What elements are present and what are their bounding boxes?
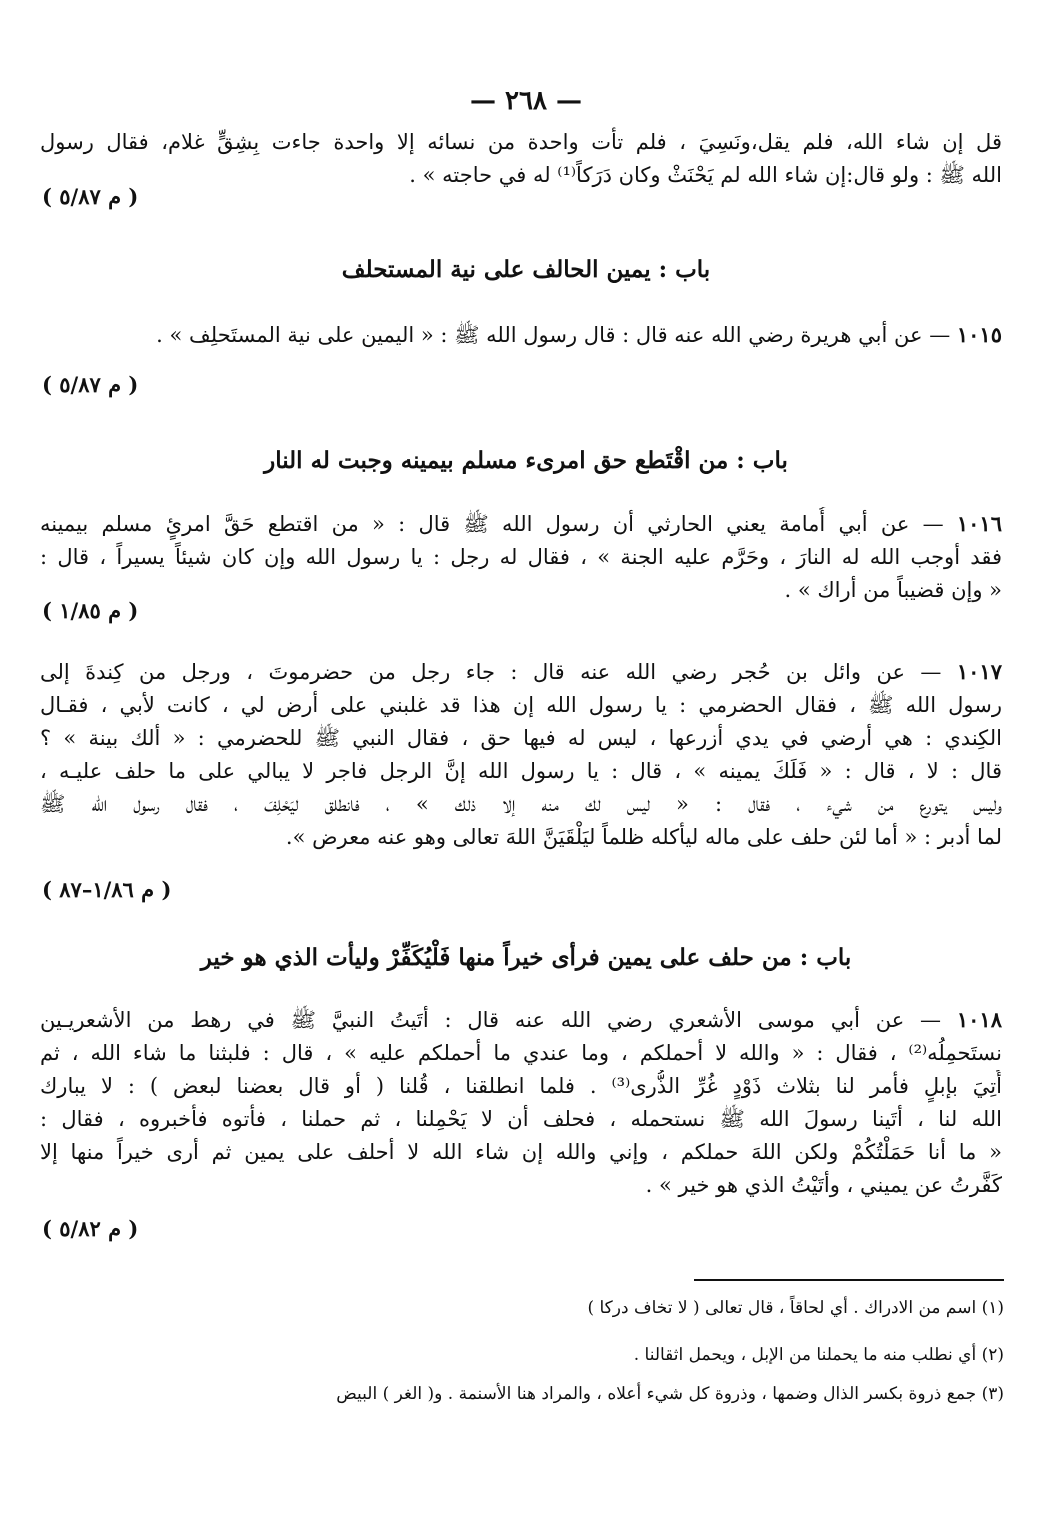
text-line: الله ﷺ : ولو قال:إن شاء الله لم يَحْنَثْ وكان دَرَكاً⁽¹⁾ له في حاجته » . [409,163,1002,187]
reference-citation: ( م ٥/٨٢ ) [42,1216,139,1241]
hadith-1015 [40,318,1002,352]
hadith-number: ١٠١٥ [956,322,1002,347]
footnote-1: (١) اسم من الادراك . أي لحاقاً ، قال تعالى ( لا تخاف دركا ) [587,1298,1004,1318]
hadith-text: — عن أبي هريرة رضي الله عنه قال : قال رسول الله ﷺ : « اليمين على نية المستَحلِف » . [156,323,951,347]
text-line: لما أدبر : « أما لئن حلف على ماله ليأكله ظلماً ليَلْقَيَنَّ اللهَ تعالى وهو عنه معرض ». [285,825,1002,849]
hadith-1016 [40,507,1002,607]
text-line [40,318,1002,352]
text-line: قل إن شاء الله، فلم يقل،ونَسِيَ ، فلم تأت واحدة من نسائه إلا واحدة جاءت بِشِقٍّ غلام، فقال رسول [40,130,1002,154]
text-line: « وإن قضيباً من أراك » . [784,578,1002,602]
text-line: قال : لا ، قال : « فَلَكَ يمينه » ، قال : يا رسول الله إنَّ الرجل فاجر لا يبالي على ما حلف عليـه ، [40,759,1002,783]
hadith-text: — عن وائل بن حُجر رضي الله عنه قال : جاء رجل من حضرموتَ ، ورجل من كِندةَ إلى [40,660,942,684]
reference-citation: ( م ٥/٨٧ ) [42,184,139,209]
footnote-3: (٣) جمع ذروة بكسر الذال وضمها ، وذروة كل شيء أعلاه ، والمراد هنا الأسنمة . و( الغر ) البيض [336,1384,1004,1404]
text-line: الكِندي : هي أرضي في يدي أزرعها ، ليس له فيها حق ، فقال النبي ﷺ للحضرمي : « ألك بينة » ؟ [40,726,1002,750]
hadith-number: ١٠١٦ [956,511,1002,536]
chapter-heading: باب : يمين الحالف على نية المستحلف [341,256,711,283]
chapter-heading: باب : من اقْتَطع حق امرىء مسلم بيمينه وجبت له النار [264,447,788,474]
hadith-number: ١٠١٨ [956,1007,1002,1032]
hadith-1017 [40,655,1002,854]
hadith-text: — عن أبي أُمامة يعني الحارثي أن رسول الله ﷺ قال : « من اقتطع حَقَّ امرئٍ مسلم بيمينه [40,512,944,536]
intro-paragraph [40,126,1002,192]
text-line: رسول الله ﷺ ، فقال الحضرمي : يا رسول الله إن هذا قد غلبني على أرض لي ، كانت لأبي ، فقـال [40,693,1002,717]
text-line [40,655,1002,689]
footnote-divider [694,1279,1004,1281]
text-line: وليس يتورع من شيء ، فقال : « ليس لك منه إلا ذلك » ، فانطلق ليَحْلِفَ ، فقال رسول الله ﷺ [40,792,1002,816]
reference-citation: ( م ١/٨٦–٨٧ ) [42,877,172,902]
page-number: — ٢٦٨ — [469,86,583,116]
footnote-2: (٢) أي نطلب منه ما يحملنا من الإبل ، ويحمل اثقالنا . [633,1345,1004,1365]
text-line [40,507,1002,541]
text-line: أُتِيَ بإبلٍ فأمر لنا بثلاث ذَوْدٍ غُرِّ الذُّرى⁽³⁾ . فلما انطلقنا ، قُلنا ( أو قال بعضنا لبعض ) : لا يبارك [40,1074,1002,1098]
text-line: الله لنا ، أتَينا رسولَ الله ﷺ نستحمله ، فحلف أن لا يَحْمِلنا ، ثم حملنا ، فأتوه فأخبروه ، فقال : [40,1107,1002,1131]
reference-citation: ( م ٥/٨٧ ) [42,372,139,397]
hadith-1018 [40,1003,1002,1202]
text-line: نستَحمِلُه⁽²⁾ ، فقال : « والله لا أحملكم ، وما عندي ما أحملكم عليه » ، قال : فلبثنا ما شاء الله ، ثم [40,1041,1002,1065]
text-line: فقد أوجب الله له النارَ ، وحَرَّم عليه الجنة » ، فقال له رجل : يا رسول الله وإن كان شيئاً يسيراً ، قال : [40,545,1002,569]
reference-citation: ( م ١/٨٥ ) [42,598,139,623]
text-line: « ما أنا حَمَلْتُكُمْ ولكن اللهَ حملكم ، وإني والله إن شاء الله لا أحلف على يمين ثم أرى خيراً منها إلا [40,1140,1002,1164]
chapter-heading: باب : من حلف على يمين فرأى خيراً منها فَلْيُكَفِّرْ وليأت الذي هو خير [200,944,852,971]
text-line [40,1003,1002,1037]
text-line: كَفَّرتُ عن يميني ، وأتَيْتُ الذي هو خير » . [645,1173,1002,1197]
hadith-number: ١٠١٧ [956,659,1002,684]
hadith-text: — عن أبي موسى الأشعري رضي الله عنه قال : أتَيتُ النبيَّ ﷺ في رهط من الأشعريـين [40,1008,942,1032]
